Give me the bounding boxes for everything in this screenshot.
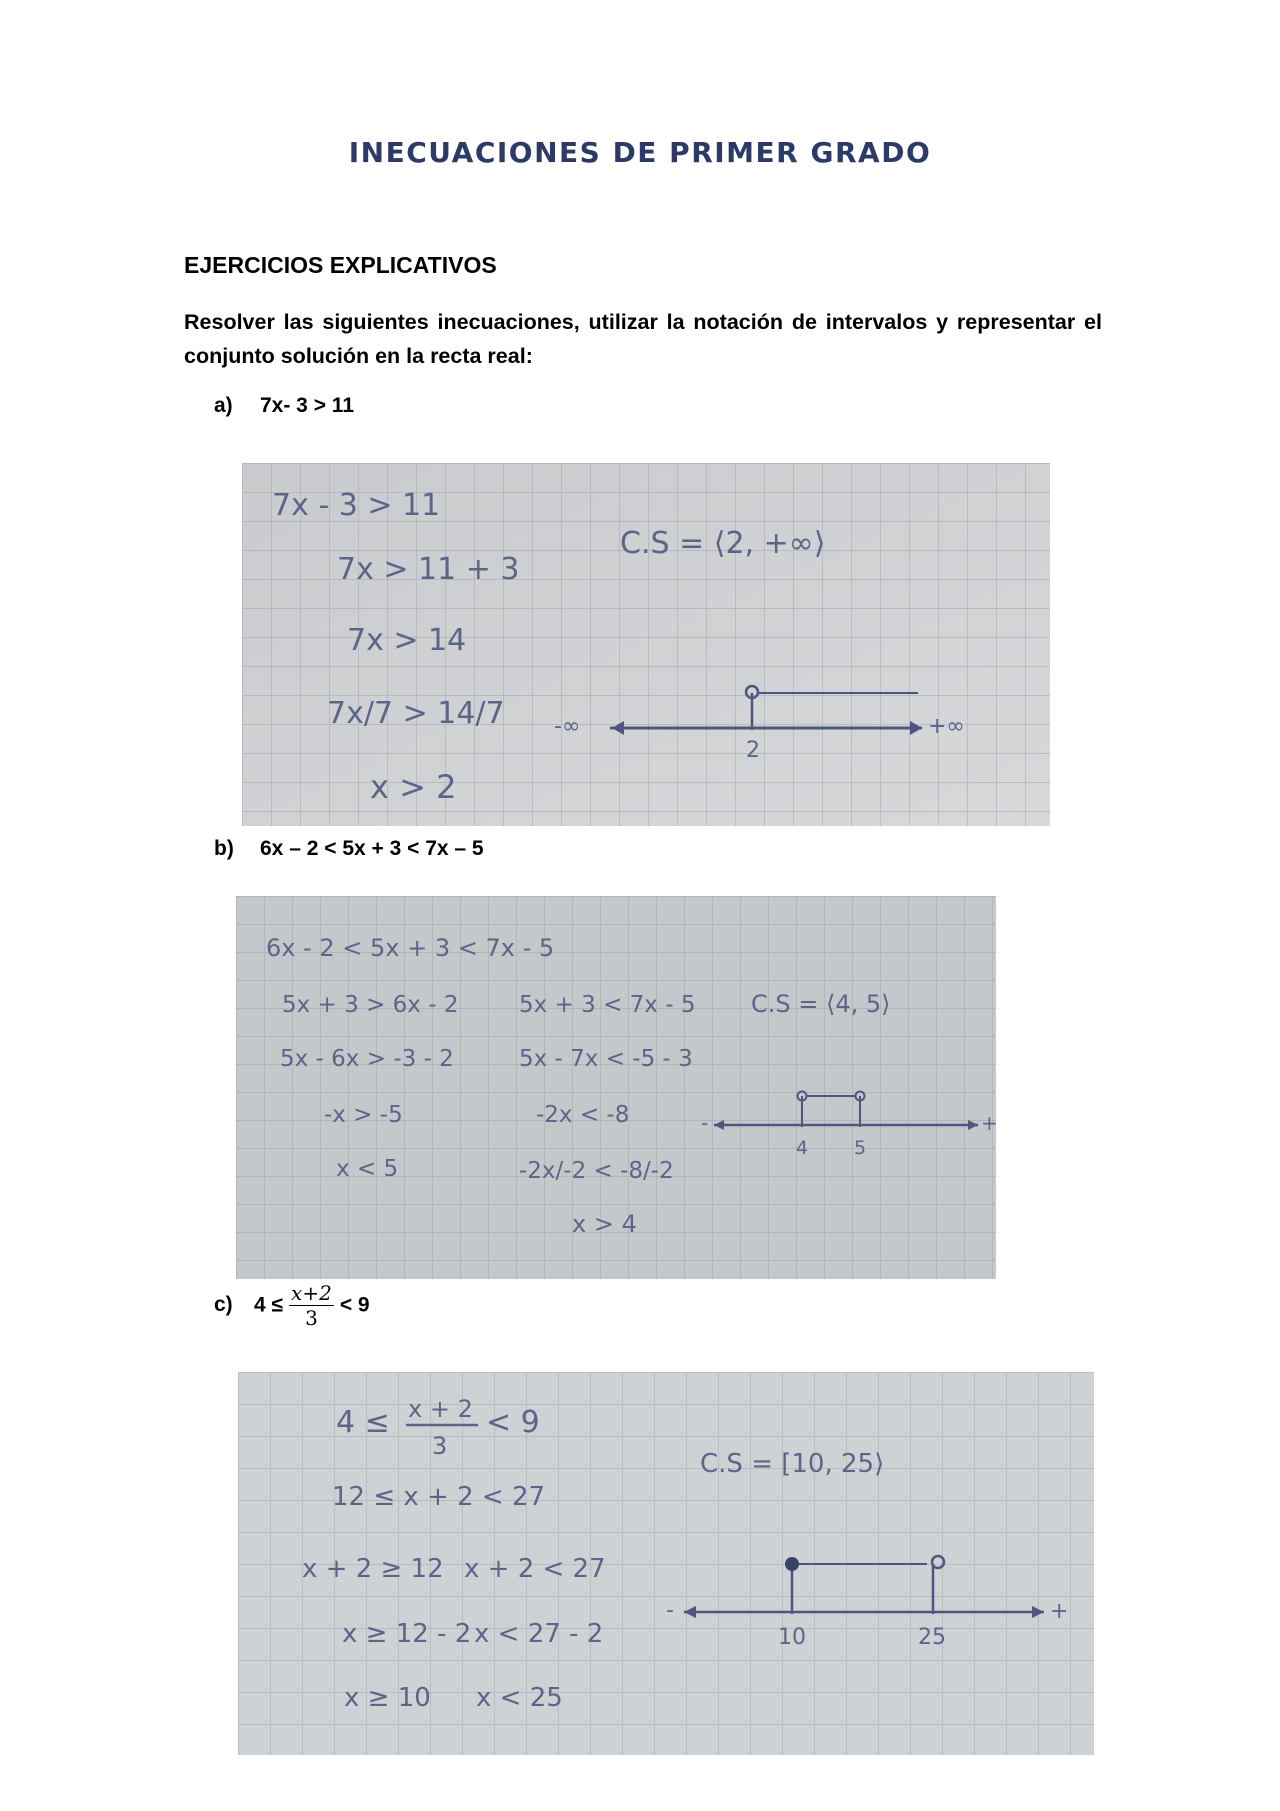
solution-set: C.S = ⟨2, +∞⟩ [620, 526, 826, 561]
step: < 9 [486, 1405, 540, 1440]
step: x + 2 < 27 [464, 1554, 606, 1584]
exercise-label: b) [214, 837, 234, 860]
neg-infinity-label: -∞ [554, 714, 581, 739]
step: x < 25 [476, 1683, 563, 1713]
point-label: 4 [796, 1137, 809, 1159]
fraction-denominator: 3 [305, 1306, 318, 1330]
neg-label: - [666, 1598, 674, 1623]
fraction-numerator: x+2 [291, 1281, 332, 1305]
step: 12 ≤ x + 2 < 27 [332, 1482, 546, 1512]
point-label: 5 [854, 1137, 867, 1159]
step: 5x + 3 < 7x - 5 [519, 992, 696, 1018]
exercise-expression: 6x – 2 < 5x + 3 < 7x – 5 [260, 837, 484, 860]
pos-label: + [1050, 1599, 1069, 1624]
point-label: 10 [778, 1625, 806, 1650]
point-label: 2 [746, 738, 760, 763]
photo-exercise-b [236, 896, 996, 1279]
exercise-label: c) [214, 1293, 233, 1317]
step: x > 2 [370, 768, 457, 806]
step: -x > -5 [324, 1102, 403, 1128]
step: 5x + 3 > 6x - 2 [282, 992, 459, 1018]
step: 5x - 7x < -5 - 3 [519, 1046, 693, 1072]
exercise-expression-suffix: < 9 [339, 1293, 370, 1317]
step: -2x/-2 < -8/-2 [519, 1158, 674, 1184]
step: x > 4 [572, 1210, 637, 1238]
photo-exercise-c [238, 1372, 1094, 1755]
step: x < 27 - 2 [474, 1619, 604, 1649]
instructions: Resolver las siguientes inecuaciones, utilizar la notación de intervalos y representar el conjunto solución en la recta real: [184, 310, 1102, 368]
point-label: 25 [918, 1625, 946, 1650]
step: 5x - 6x > -3 - 2 [280, 1046, 454, 1072]
exercise-expression-prefix: 4 ≤ [254, 1293, 284, 1317]
section-heading: EJERCICIOS EXPLICATIVOS [184, 252, 497, 278]
pos-infinity-label: +∞ [928, 714, 965, 739]
closed-point-icon [785, 1557, 799, 1571]
solution-set: C.S = [10, 25⟩ [700, 1449, 885, 1479]
step: x < 5 [336, 1156, 399, 1182]
step: x + 2 ≥ 12 [302, 1554, 444, 1584]
solution-set: C.S = ⟨4, 5⟩ [751, 990, 891, 1018]
step-numerator: x + 2 [408, 1395, 473, 1423]
pos-label: + [981, 1111, 998, 1135]
exercise-expression: 7x- 3 > 11 [260, 394, 354, 417]
step: x ≥ 10 [344, 1683, 431, 1713]
exercise-b [214, 837, 484, 861]
photo-exercise-a [242, 463, 1050, 826]
exercise-label: a) [214, 394, 233, 417]
step: 6x - 2 < 5x + 3 < 7x - 5 [266, 934, 555, 962]
exercise-a [214, 394, 354, 418]
fraction [289, 1281, 334, 1330]
neg-label: - [701, 1111, 709, 1135]
step: -2x < -8 [536, 1102, 630, 1128]
page-title: INECUACIONES DE PRIMER GRADO [348, 136, 932, 169]
exercise-c [214, 1281, 370, 1330]
step: x ≥ 12 - 2 [342, 1619, 472, 1649]
step-denominator: 3 [432, 1432, 448, 1460]
step: 7x/7 > 14/7 [327, 696, 505, 731]
step: 7x > 14 [347, 623, 467, 658]
step: 7x - 3 > 11 [272, 488, 441, 523]
step: 7x > 11 + 3 [337, 552, 520, 587]
step: 4 ≤ [336, 1405, 390, 1440]
